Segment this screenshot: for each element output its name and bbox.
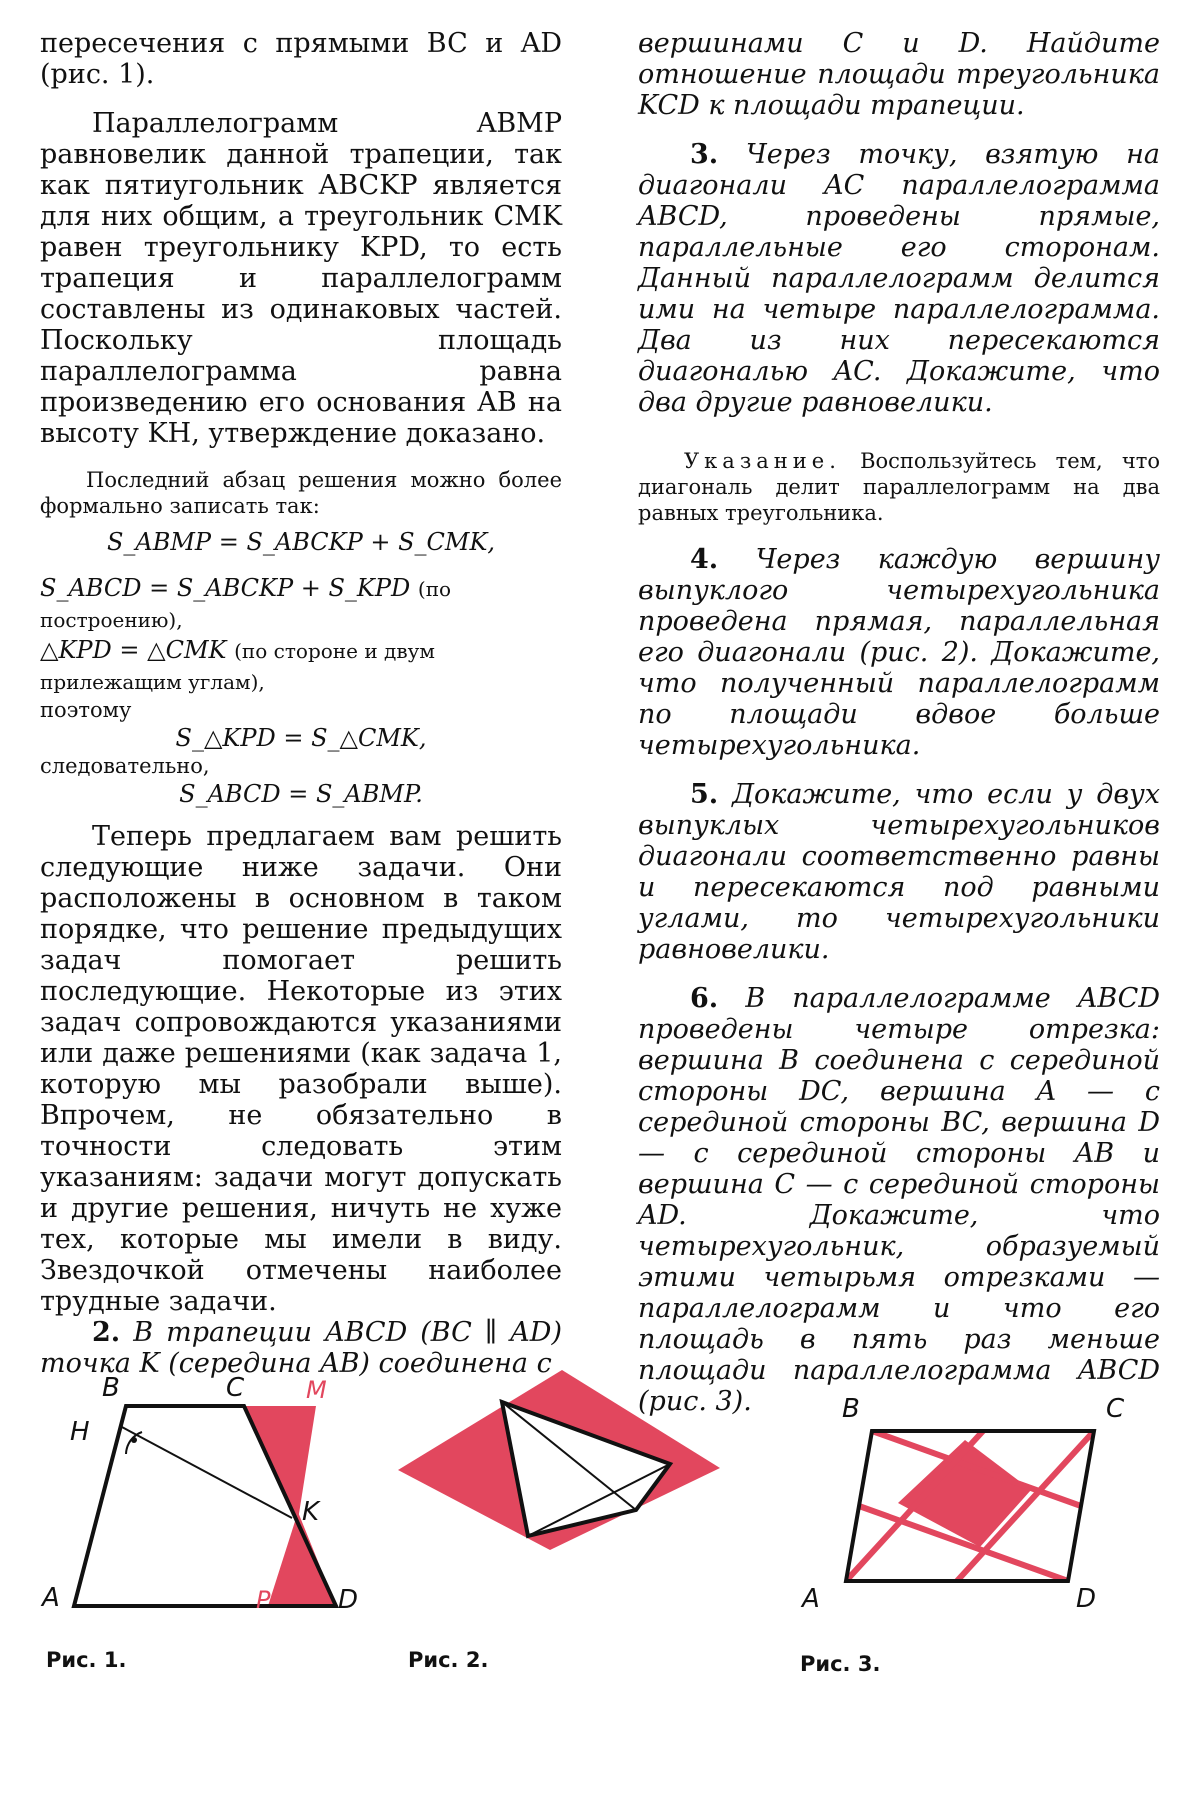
hint-text: Воспользуйтесь тем, что диагональ делит параллелограмм на два равных треугольника. <box>638 449 1160 525</box>
figure-2-quadrilateral <box>390 1360 730 1560</box>
figure-2-caption: Рис. 2. <box>408 1648 489 1672</box>
formula-3-expr: △KPD = △CMK <box>40 636 227 664</box>
fig1-right-angle-dot <box>131 1437 137 1443</box>
therefore-word: поэтому <box>40 698 132 722</box>
task-4 <box>638 544 1160 761</box>
hint <box>638 448 1160 526</box>
task-2-number: 2. <box>92 1317 121 1348</box>
task-6 <box>638 983 1160 1417</box>
formula-2-expr: S_ABCD = S_ABCKP + S_KPD <box>40 574 411 602</box>
figure-1-caption: Рис. 1. <box>46 1648 127 1672</box>
task-5-text: Докажите, что если у двух выпуклых четырехугольников диагонали соответственно равны и пересекаются под равными углами, то четырехугольники равновелики. <box>638 779 1160 965</box>
task-5-number: 5. <box>690 779 719 810</box>
paragraph-proof: Параллелограмм ABMP равновелик данной трапеции, так как пятиугольник ABCKP является для них общим, а треугольник CMK равен треугольнику KPD, то есть трапеция и параллелограмм составлены из одинаковых частей. Поскольку площадь параллелограмма равна произведению его основания AB на высоту KH, утверждение доказано. <box>40 108 562 449</box>
fig1-label-k: K <box>302 1497 320 1527</box>
fig1-label-c: C <box>226 1373 245 1403</box>
formula-5: S_ABCD = S_ABMP. <box>179 780 423 808</box>
fig3-label-a: A <box>802 1584 820 1614</box>
figure-3-parallelogram <box>780 1385 1160 1625</box>
fig1-label-d: D <box>338 1585 359 1610</box>
fig3-label-b: B <box>842 1394 860 1424</box>
fig3-inner-parallelogram <box>898 1440 1031 1547</box>
figure-1-trapezoid <box>30 1370 370 1610</box>
formula-3 <box>40 635 562 697</box>
formula-2 <box>40 573 562 635</box>
formula-3-note: (по стороне и двум прилежащим углам), <box>40 639 435 694</box>
note-intro: Последний абзац решения можно более формально записать так: <box>40 468 562 518</box>
task-4-text: Через каждую вершину выпуклого четырехугольника проведена прямая, параллельная его диагонали (рис. 2). Докажите, что полученный параллелограмм по площади вдвое больше четырехугольника. <box>638 544 1160 761</box>
right-column <box>638 28 1160 1417</box>
fig1-label-m: M <box>306 1376 327 1404</box>
formula-1: S_ABMP = S_ABCKP + S_CMK, <box>106 528 496 556</box>
figure-3-caption: Рис. 3. <box>800 1652 881 1676</box>
formula-2-note: (по построению), <box>40 577 452 632</box>
left-column <box>40 28 562 1379</box>
task-2-text: В трапеции ABCD (BC ∥ AD) точка K (середина AB) соединена с <box>40 1317 562 1379</box>
fig1-label-h: H <box>70 1417 90 1447</box>
task-5 <box>638 779 1160 965</box>
task-6-text: В параллелограмме ABCD проведены четыре отрезка: вершина B соединена с серединой стороны DC, вершина A — с серединой стороны BC, вершина D — с серединой стороны AB и вершина C — с серединой стороны AD. Докажите, что четырехугольник, образуемый этими четырьмя отрезками — параллелограмм и что его площадь в пять раз меньше площади параллелограмма ABCD (рис. 3). <box>638 983 1160 1417</box>
fig3-label-c: C <box>1106 1394 1125 1424</box>
task-6-number: 6. <box>690 983 719 1014</box>
task-4-number: 4. <box>690 544 719 575</box>
fig3-label-d: D <box>1076 1584 1097 1614</box>
task-3-number: 3. <box>690 139 719 170</box>
fig1-label-p: P <box>256 1586 271 1610</box>
hint-label: Указание. <box>684 449 841 473</box>
fig1-label-a: A <box>42 1583 60 1610</box>
consequently-word: следовательно, <box>40 754 210 778</box>
paragraph-continuation: пересечения с прямыми BC и AD (рис. 1). <box>40 28 562 90</box>
paragraph-intro-tasks: Теперь предлагаем вам решить следующие ниже задачи. Они расположены в основном в таком порядке, что решение предыдущих задач помогает решить последующие. Некоторые из этих задач сопровождаются указаниями или даже решениями (как задача 1, которую мы разобрали выше). Впрочем, не обязательно в точности следовать этим указаниям: задачи могут допускать и другие решения, ничуть не хуже тех, которые мы имели в виду. Звездочкой отмечены наиболее трудные задачи. <box>40 821 562 1317</box>
fig1-label-b: B <box>102 1373 120 1403</box>
task-3-text: Через точку, взятую на диагонали AC параллелограмма ABCD, проведены прямые, параллельные его сторонам. Данный параллелограмм делится ими на четыре параллелограмма. Два из них пересекаются диагональю AC. Докажите, что два другие равновелики. <box>638 139 1160 418</box>
formula-4: S_△KPD = S_△CMK, <box>175 724 427 752</box>
task-3 <box>638 139 1160 418</box>
task-2-continuation: вершинами C и D. Найдите отношение площади треугольника KCD к площади трапеции. <box>638 28 1160 121</box>
